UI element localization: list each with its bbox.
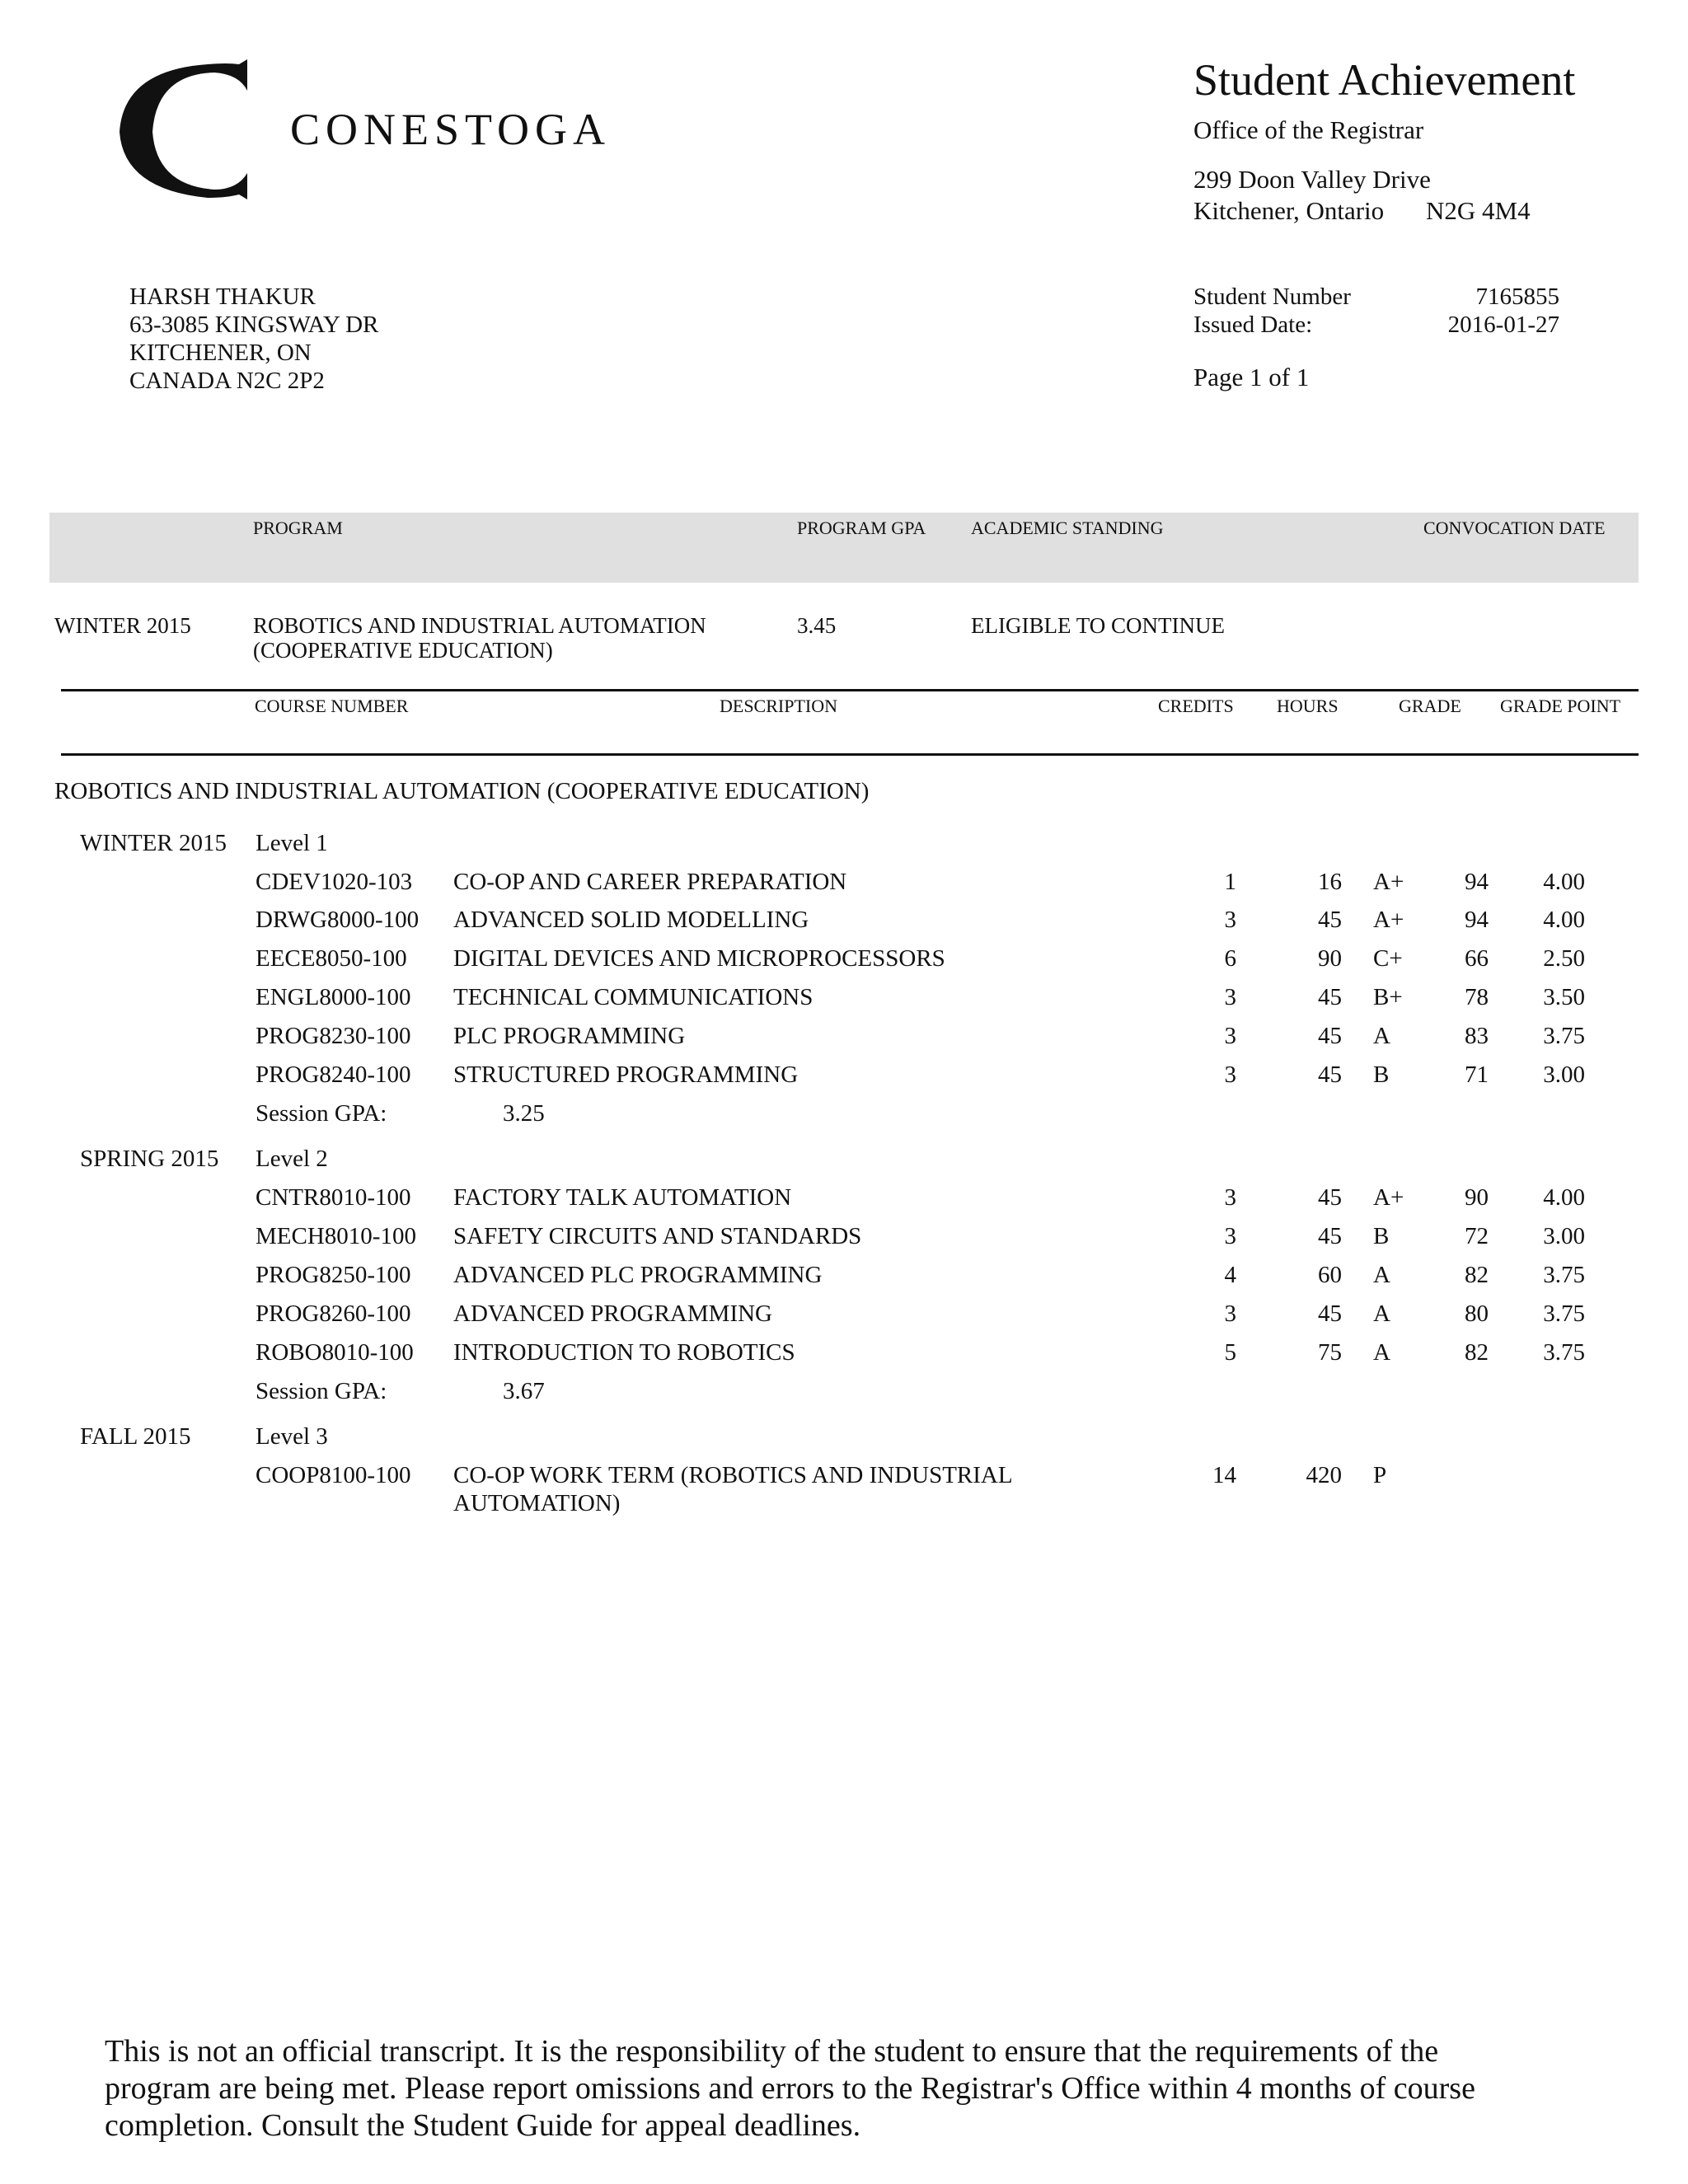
student-name: HARSH THAKUR <box>129 284 316 310</box>
course-mark: 82 <box>1465 1339 1489 1366</box>
session-level: Level 3 <box>256 1423 328 1450</box>
course-hours: 45 <box>1318 1184 1342 1211</box>
disclaimer-line3: completion. Consult the Student Guide for appeal deadlines. <box>105 2108 861 2143</box>
course-credits: 4 <box>1224 1262 1236 1288</box>
grade-column-header: GRADE <box>1399 696 1461 716</box>
course-code: PROG8240-100 <box>256 1062 411 1088</box>
course-grade: B <box>1373 1062 1390 1088</box>
page-title: Student Achievement <box>1193 55 1576 105</box>
course-credits: 3 <box>1224 1301 1236 1327</box>
student-country: CANADA N2C 2P2 <box>129 368 325 394</box>
issued-date: 2016-01-27 <box>1447 312 1559 338</box>
course-mark: 66 <box>1465 945 1489 972</box>
course-hours: 75 <box>1318 1339 1342 1366</box>
program-name-line2: (COOPERATIVE EDUCATION) <box>253 638 553 663</box>
program-name-line1: ROBOTICS AND INDUSTRIAL AUTOMATION <box>253 613 706 638</box>
course-number-column-header: COURSE NUMBER <box>255 696 409 716</box>
course-mark: 80 <box>1465 1301 1489 1327</box>
course-code: MECH8010-100 <box>256 1223 416 1249</box>
course-credits: 14 <box>1212 1462 1236 1488</box>
student-number-label: Student Number <box>1193 284 1351 310</box>
program-term: WINTER 2015 <box>54 613 191 638</box>
program-column-header: PROGRAM <box>253 518 343 538</box>
course-hours: 45 <box>1318 1223 1342 1249</box>
course-description: TECHNICAL COMMUNICATIONS <box>453 984 814 1010</box>
course-hours: 45 <box>1318 1062 1342 1088</box>
course-grade: A <box>1373 1023 1390 1049</box>
course-mark: 83 <box>1465 1023 1489 1049</box>
student-number: 7165855 <box>1475 284 1559 310</box>
course-code: EECE8050-100 <box>256 945 407 972</box>
program-gpa-column-header: PROGRAM GPA <box>797 518 926 538</box>
course-grade: P <box>1373 1462 1387 1488</box>
course-mark: 90 <box>1465 1184 1489 1211</box>
course-grade: B+ <box>1373 984 1403 1010</box>
academic-standing: ELIGIBLE TO CONTINUE <box>971 613 1225 638</box>
course-mark: 82 <box>1465 1262 1489 1288</box>
course-description: DIGITAL DEVICES AND MICROPROCESSORS <box>453 945 945 972</box>
course-credits: 3 <box>1224 1223 1236 1249</box>
hours-column-header: HOURS <box>1277 696 1339 716</box>
session-level: Level 2 <box>256 1146 328 1172</box>
course-hours: 45 <box>1318 1023 1342 1049</box>
convocation-date-column-header: CONVOCATION DATE <box>1423 518 1606 538</box>
course-description: STRUCTURED PROGRAMMING <box>453 1062 799 1088</box>
course-description: INTRODUCTION TO ROBOTICS <box>453 1339 795 1366</box>
course-description: ADVANCED SOLID MODELLING <box>453 907 809 933</box>
course-description: CO-OP AND CAREER PREPARATION <box>453 869 847 895</box>
course-code: PROG8260-100 <box>256 1301 411 1327</box>
course-hours: 16 <box>1318 869 1342 895</box>
course-hours: 60 <box>1318 1262 1342 1288</box>
course-grade: A <box>1373 1262 1390 1288</box>
course-credits: 3 <box>1224 1184 1236 1211</box>
course-grade-point: 4.00 <box>1543 907 1585 933</box>
program-section-title: ROBOTICS AND INDUSTRIAL AUTOMATION (COOPERATIVE EDUCATION) <box>54 778 870 804</box>
course-mark: 94 <box>1465 869 1489 895</box>
description-column-header: DESCRIPTION <box>720 696 838 716</box>
course-code: ENGL8000-100 <box>256 984 411 1010</box>
course-grade: A <box>1373 1339 1390 1366</box>
course-grade-point: 3.00 <box>1543 1062 1585 1088</box>
course-code: COOP8100-100 <box>256 1462 411 1488</box>
course-hours: 45 <box>1318 1301 1342 1327</box>
course-grade-point: 3.50 <box>1543 984 1585 1010</box>
course-grade-point: 3.75 <box>1543 1339 1585 1366</box>
conestoga-logo-icon <box>115 58 256 202</box>
session-term: FALL 2015 <box>80 1423 191 1450</box>
course-code: PROG8250-100 <box>256 1262 411 1288</box>
academic-standing-column-header: ACADEMIC STANDING <box>971 518 1164 538</box>
course-grade: C+ <box>1373 945 1403 972</box>
course-mark: 72 <box>1465 1223 1489 1249</box>
course-grade-point: 3.75 <box>1543 1023 1585 1049</box>
course-grade: B <box>1373 1223 1390 1249</box>
course-mark: 71 <box>1465 1062 1489 1088</box>
course-code: CDEV1020-103 <box>256 869 413 895</box>
office-name: Office of the Registrar <box>1193 115 1424 144</box>
disclaimer-line1: This is not an official transcript. It is the responsibility of the student to ensure that the requirements of the <box>105 2034 1439 2069</box>
course-mark: 78 <box>1465 984 1489 1010</box>
course-credits: 3 <box>1224 984 1236 1010</box>
session-gpa-label: Session GPA: <box>256 1378 387 1404</box>
course-hours: 90 <box>1318 945 1342 972</box>
course-description: FACTORY TALK AUTOMATION <box>453 1184 792 1211</box>
divider-bottom <box>61 753 1639 756</box>
course-grade-point: 3.00 <box>1543 1223 1585 1249</box>
course-grade-point: 4.00 <box>1543 869 1585 895</box>
program-gpa: 3.45 <box>797 613 837 638</box>
session-level: Level 1 <box>256 830 328 856</box>
course-code: DRWG8000-100 <box>256 907 420 933</box>
office-address-city: Kitchener, Ontario <box>1193 196 1385 225</box>
course-code: ROBO8010-100 <box>256 1339 414 1366</box>
session-gpa: 3.25 <box>503 1100 545 1127</box>
course-description: CO-OP WORK TERM (ROBOTICS AND INDUSTRIAL <box>453 1462 1013 1488</box>
issued-date-label: Issued Date: <box>1193 312 1313 338</box>
office-address-street: 299 Doon Valley Drive <box>1193 165 1431 194</box>
course-grade-point: 3.75 <box>1543 1301 1585 1327</box>
course-code: CNTR8010-100 <box>256 1184 411 1211</box>
course-hours: 45 <box>1318 907 1342 933</box>
course-grade-point: 3.75 <box>1543 1262 1585 1288</box>
course-grade: A <box>1373 1301 1390 1327</box>
course-credits: 3 <box>1224 1062 1236 1088</box>
session-term: WINTER 2015 <box>80 830 227 856</box>
course-grade-point: 2.50 <box>1543 945 1585 972</box>
course-mark: 94 <box>1465 907 1489 933</box>
course-description: SAFETY CIRCUITS AND STANDARDS <box>453 1223 862 1249</box>
course-description: PLC PROGRAMMING <box>453 1023 686 1049</box>
divider-top <box>61 689 1639 691</box>
credits-column-header: CREDITS <box>1158 696 1234 716</box>
course-grade: A+ <box>1373 869 1404 895</box>
logo-wordmark: CONESTOGA <box>290 105 612 154</box>
course-hours: 45 <box>1318 984 1342 1010</box>
page-number: Page 1 of 1 <box>1193 363 1310 391</box>
course-description-continued: AUTOMATION) <box>453 1490 621 1516</box>
grade-point-column-header: GRADE POINT <box>1500 696 1621 716</box>
session-gpa-label: Session GPA: <box>256 1100 387 1127</box>
student-street: 63-3085 KINGSWAY DR <box>129 312 379 338</box>
session-term: SPRING 2015 <box>80 1146 219 1172</box>
course-grade-point: 4.00 <box>1543 1184 1585 1211</box>
course-hours: 420 <box>1306 1462 1342 1488</box>
office-postal-code: N2G 4M4 <box>1426 196 1531 225</box>
course-code: PROG8230-100 <box>256 1023 411 1049</box>
course-credits: 6 <box>1224 945 1236 972</box>
course-grade: A+ <box>1373 1184 1404 1211</box>
course-credits: 3 <box>1224 907 1236 933</box>
student-city: KITCHENER, ON <box>129 340 312 366</box>
course-description: ADVANCED PLC PROGRAMMING <box>453 1262 823 1288</box>
course-credits: 3 <box>1224 1023 1236 1049</box>
course-description: ADVANCED PROGRAMMING <box>453 1301 772 1327</box>
course-grade: A+ <box>1373 907 1404 933</box>
session-gpa: 3.67 <box>503 1378 545 1404</box>
disclaimer-line2: program are being met. Please report omissions and errors to the Registrar's Office within 4 months of course <box>105 2071 1475 2106</box>
course-credits: 1 <box>1224 869 1236 895</box>
course-credits: 5 <box>1224 1339 1236 1366</box>
